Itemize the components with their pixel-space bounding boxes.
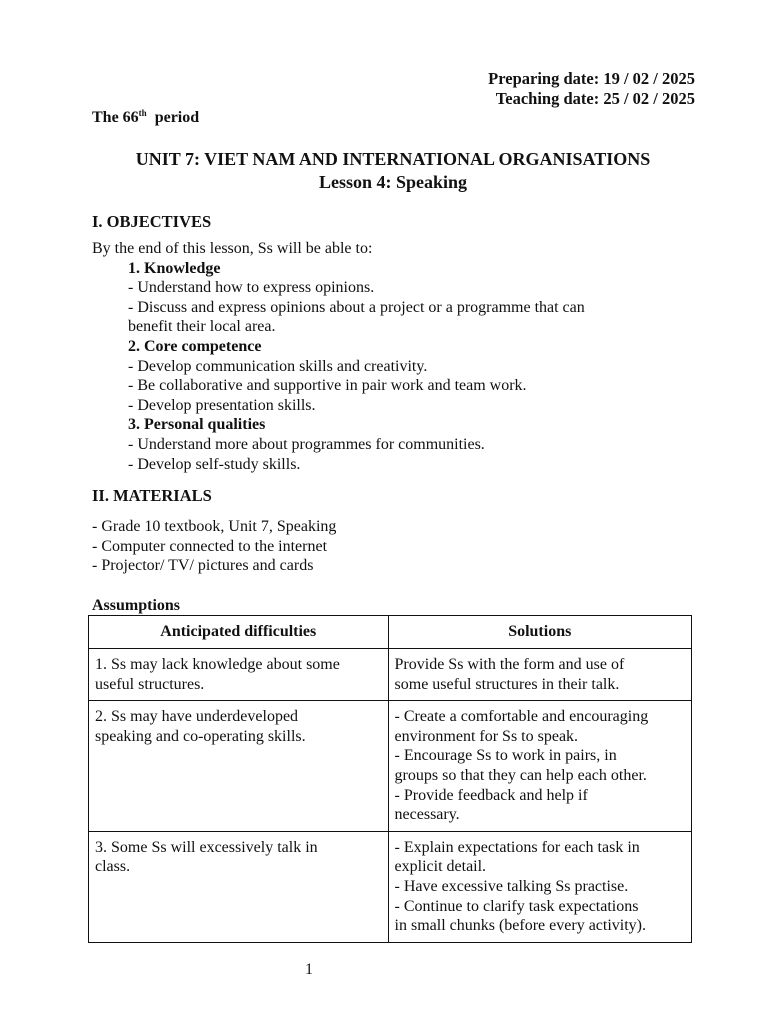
cell-line: explicit detail. xyxy=(394,858,487,876)
knowledge-item: - Discuss and express opinions about a project or a programme that can xyxy=(128,298,585,316)
cell-line: - Explain expectations for each task in xyxy=(394,838,640,856)
materials-list xyxy=(92,517,692,576)
solution-cell xyxy=(388,701,691,832)
header-solutions: Solutions xyxy=(388,616,691,649)
dates-block xyxy=(488,69,695,109)
cell-line: groups so that they can help each other. xyxy=(394,766,647,784)
cell-line: - Create a comfortable and encouraging xyxy=(394,708,649,726)
cell-line: speaking and co-operating skills. xyxy=(95,727,306,745)
table-row xyxy=(89,649,692,701)
table-header-row xyxy=(89,616,692,649)
solution-cell xyxy=(388,649,691,701)
period-prefix: The 66 xyxy=(92,109,139,126)
preparing-date: Preparing date: 19 / 02 / 2025 xyxy=(488,69,695,88)
cell-line: - Have excessive talking Ss practise. xyxy=(394,877,629,895)
cell-line: class. xyxy=(95,858,131,876)
cell-line: necessary. xyxy=(394,806,460,824)
table-row xyxy=(89,701,692,832)
period-label xyxy=(92,108,199,128)
teaching-date: Teaching date: 25 / 02 / 2025 xyxy=(495,89,695,108)
cell-line: in small chunks (before every activity). xyxy=(394,917,646,935)
cell-line: useful structures. xyxy=(95,675,205,693)
materials-heading: II. MATERIALS xyxy=(92,486,212,505)
difficulty-cell xyxy=(89,831,389,942)
solution-cell xyxy=(388,831,691,942)
objectives-heading: I. OBJECTIVES xyxy=(92,212,212,231)
competence-heading: 2. Core competence xyxy=(128,337,262,355)
assumptions-heading: Assumptions xyxy=(92,597,181,614)
cell-line: - Encourage Ss to work in pairs, in xyxy=(394,747,617,765)
period-superscript: th xyxy=(138,108,147,118)
competence-item: - Develop presentation skills. xyxy=(128,396,316,414)
cell-line: 1. Ss may lack knowledge about some xyxy=(95,656,340,673)
knowledge-item: - Understand how to express opinions. xyxy=(128,279,375,297)
competence-item: - Develop communication skills and creativity. xyxy=(128,357,428,375)
cell-line: environment for Ss to speak. xyxy=(394,727,579,745)
header-difficulties: Anticipated difficulties xyxy=(89,616,389,649)
lesson-title: Lesson 4: Speaking xyxy=(318,172,468,192)
cell-line: - Provide feedback and help if xyxy=(394,786,588,804)
qualities-heading: 3. Personal qualities xyxy=(128,416,266,434)
materials-item: - Computer connected to the internet xyxy=(92,537,328,555)
assumptions-table xyxy=(88,615,692,943)
period-suffix: period xyxy=(146,109,200,126)
cell-line: some useful structures in their talk. xyxy=(394,675,620,693)
objectives-body xyxy=(92,239,692,474)
cell-line: 2. Ss may have underdeveloped xyxy=(95,708,299,726)
cell-line: Provide Ss with the form and use of xyxy=(394,656,625,673)
qualities-item: - Understand more about programmes for communities. xyxy=(128,435,485,453)
qualities-item: - Develop self-study skills. xyxy=(128,455,301,473)
knowledge-item: benefit their local area. xyxy=(128,318,276,336)
materials-item: - Projector/ TV/ pictures and cards xyxy=(92,557,314,575)
cell-line: - Continue to clarify task expectations xyxy=(394,897,639,915)
difficulty-cell xyxy=(89,649,389,701)
materials-item: - Grade 10 textbook, Unit 7, Speaking xyxy=(92,518,337,535)
unit-title: UNIT 7: VIET NAM AND INTERNATIONAL ORGANISATIONS xyxy=(135,149,651,169)
difficulty-cell xyxy=(89,701,389,832)
knowledge-heading: 1. Knowledge xyxy=(128,259,221,277)
cell-line: 3. Some Ss will excessively talk in xyxy=(95,838,318,856)
competence-item: - Be collaborative and supportive in pair work and team work. xyxy=(128,377,527,395)
objectives-intro: By the end of this lesson, Ss will be able to: xyxy=(92,240,373,257)
page-number: 1 xyxy=(305,961,313,978)
table-row xyxy=(89,831,692,942)
